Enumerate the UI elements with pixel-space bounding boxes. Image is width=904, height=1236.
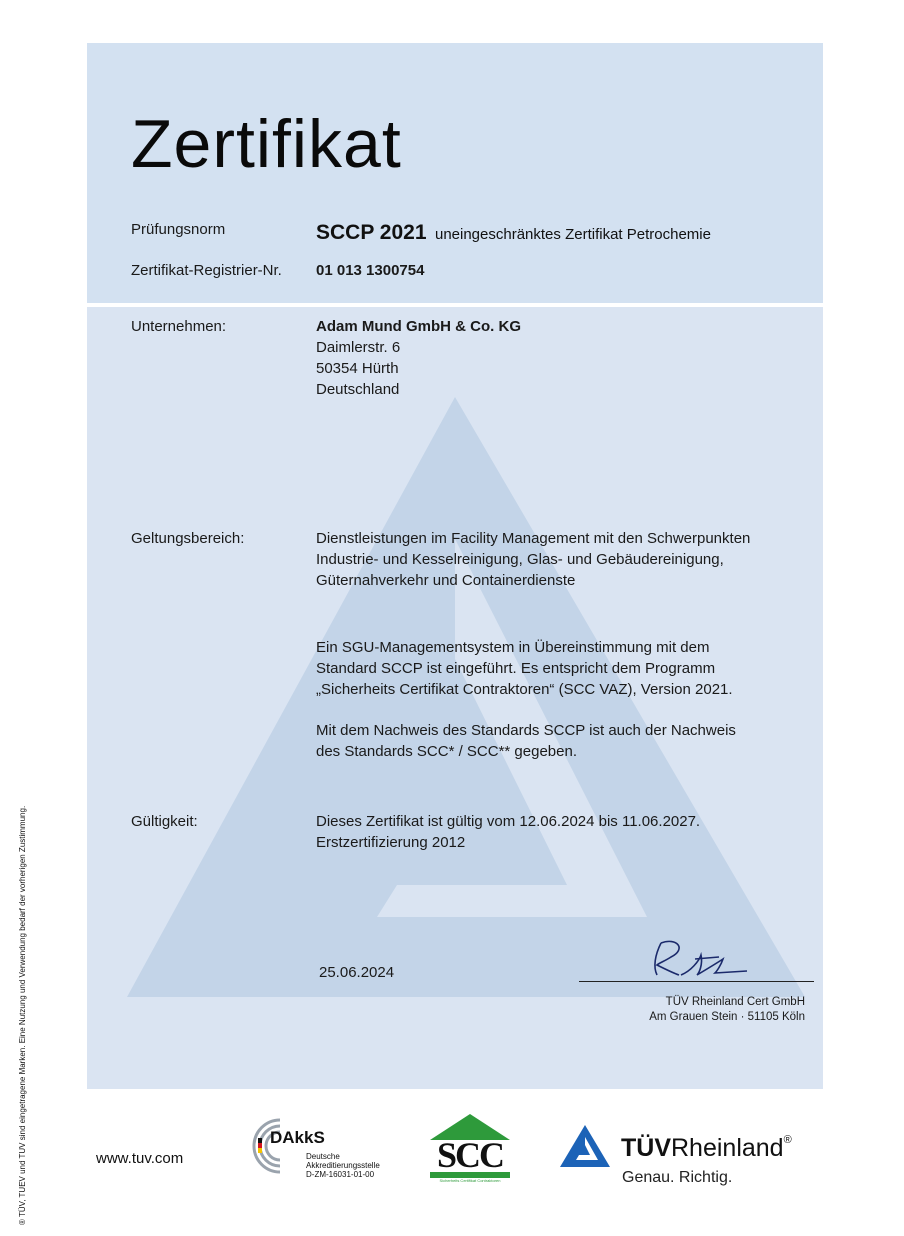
- tuv-slogan: Genau. Richtig.: [622, 1169, 733, 1186]
- dakks-line: D-ZM-16031-01-00: [306, 1170, 375, 1179]
- address-line: Daimlerstr. 6: [316, 339, 401, 356]
- signature-icon: [647, 935, 757, 983]
- issuer-line: TÜV Rheinland Cert GmbH: [665, 996, 805, 1008]
- scope-line: Industrie- und Kesselreinigung, Glas- und Gebäudereinigung,: [316, 551, 724, 568]
- address-line: Deutschland: [316, 381, 400, 398]
- tuv-triangle-icon: [559, 1124, 611, 1168]
- statement-block-2: [316, 720, 736, 762]
- statement-line: des Standards SCC* / SCC** gegeben.: [316, 743, 577, 760]
- scope-line: Dienstleistungen im Facility Management mit den Schwerpunkten: [316, 530, 751, 547]
- statement-block: [316, 637, 733, 700]
- dakks-line: Deutsche: [306, 1152, 340, 1161]
- company-name: Adam Mund GmbH & Co. KG: [316, 318, 521, 335]
- scope-label: Geltungsbereich:: [131, 530, 245, 547]
- tuv-wordmark: [621, 1134, 792, 1163]
- dakks-details: [306, 1152, 380, 1179]
- scope-line: Güternahverkehr und Containerdienste: [316, 572, 576, 589]
- statement-line: Standard SCCP ist eingeführt. Es entspricht dem Programm: [316, 660, 716, 677]
- statement-line: Ein SGU-Managementsystem in Übereinstimmung mit dem: [316, 639, 710, 656]
- tuv-name-rest: Rheinland: [671, 1134, 784, 1162]
- tuv-registered-mark: ®: [783, 1134, 792, 1146]
- certificate-title: Zertifikat: [131, 106, 402, 182]
- validity-block: [316, 811, 700, 853]
- validity-line: Dieses Zertifikat ist gültig vom 12.06.2024 bis 11.06.2027.: [316, 813, 701, 830]
- standard-label: Prüfungsnorm: [131, 221, 226, 238]
- certificate-sheet: [87, 43, 823, 1089]
- dakks-line: Akkreditierungsstelle: [306, 1161, 380, 1170]
- validity-label: Gültigkeit:: [131, 813, 198, 830]
- standard-row: [316, 221, 711, 245]
- registration-label: Zertifikat-Registrier-Nr.: [131, 262, 282, 279]
- dakks-logo: [250, 1116, 400, 1186]
- dakks-name: DAkkS: [270, 1128, 325, 1147]
- statement-line: „Sicherheits Certifikat Contraktoren“ (SCC VAZ), Version 2021.: [316, 681, 733, 698]
- signature-line: [579, 981, 814, 982]
- standard-description: uneingeschränktes Zertifikat Petrochemie: [434, 226, 711, 243]
- tuv-logo: [559, 1124, 819, 1194]
- scope-block: [316, 528, 750, 591]
- registration-number: 01 013 1300754: [316, 262, 425, 279]
- validity-line: Erstzertifizierung 2012: [316, 834, 466, 851]
- issuer-line: Am Grauen Stein · 51105 Köln: [649, 1011, 805, 1023]
- scc-logo: [428, 1112, 512, 1184]
- company-label: Unternehmen:: [131, 318, 227, 335]
- statement-line: Mit dem Nachweis des Standards SCCP ist auch der Nachweis: [316, 722, 736, 739]
- company-block: [316, 316, 521, 400]
- issue-date: 25.06.2024: [319, 964, 395, 981]
- trademark-note: ® TÜV, TUEV und TUV sind eingetragene Marken. Eine Nutzung und Verwendung bedarf der vorherigen Zustimmung.: [18, 805, 27, 1225]
- issuer-block: [579, 995, 805, 1025]
- tuv-name-bold: TÜV: [621, 1134, 671, 1162]
- website-link[interactable]: www.tuv.com: [96, 1150, 184, 1167]
- address-line: 50354 Hürth: [316, 360, 399, 377]
- scc-name: SCC: [436, 1135, 504, 1175]
- scc-tagline: Sicherheits Certifikat Contraktoren: [439, 1178, 501, 1183]
- standard-value: SCCP 2021: [316, 221, 427, 244]
